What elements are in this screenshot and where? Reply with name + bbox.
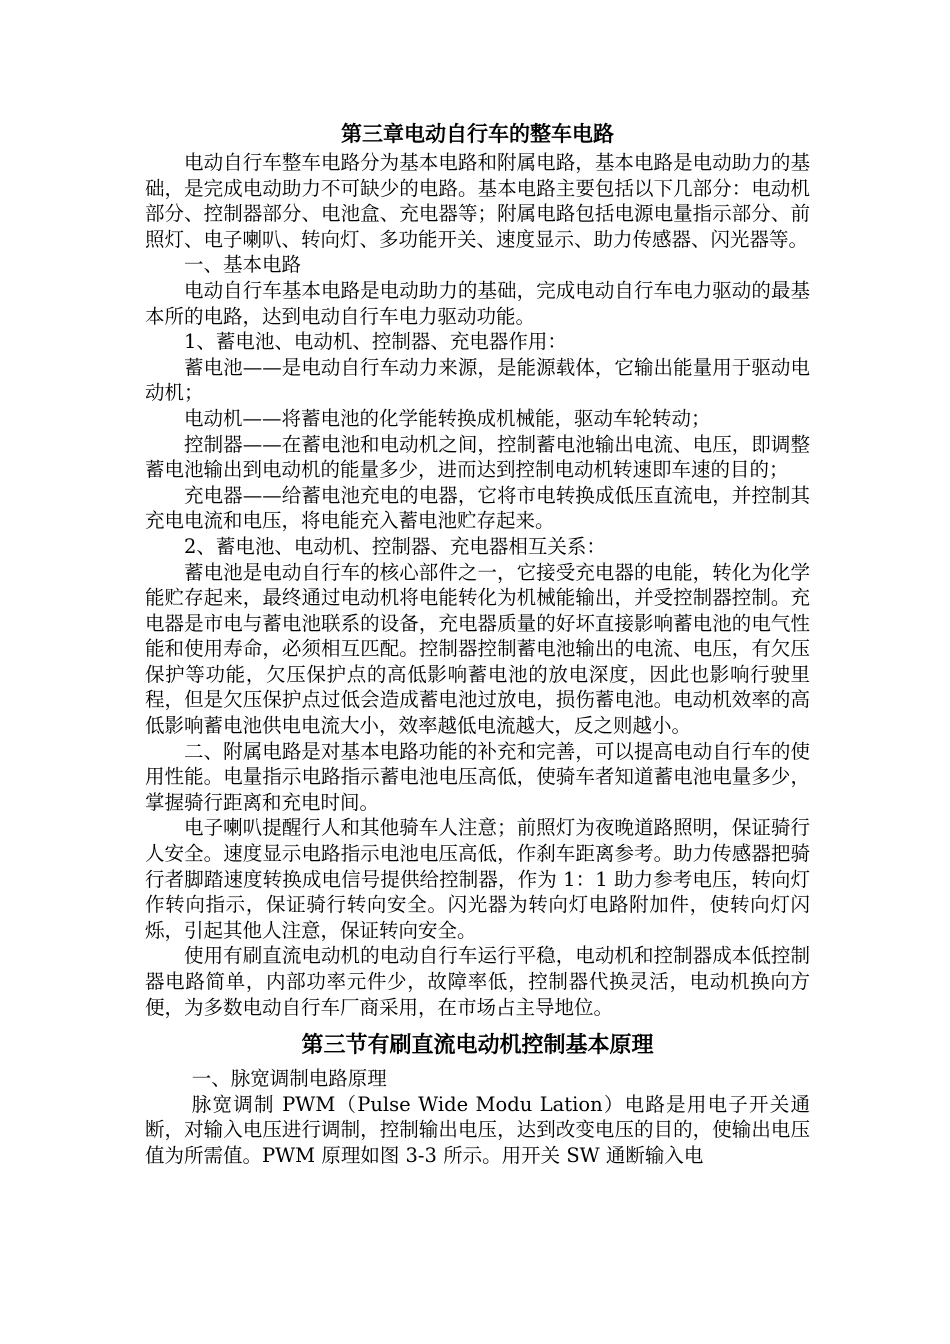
auxiliary-functions-paragraph: 电子喇叭提醒行人和其他骑车人注意；前照灯为夜晚道路照明，保证骑行人安全。速度显示电路指示电池电压高低，作刹车距离参考。助力传感器把骑行者脚踏速度转换成电信号提供给控制器，作为 1：1 助力参考电压，转向灯作转向指示，保证骑行转向安全。闪光器为转向灯电路附加件，使转向灯闪烁，引起其他人注意，保证转向安全。	[145, 816, 810, 942]
basic-circuit-paragraph: 电动自行车基本电路是电动助力的基础，完成电动自行车电力驱动的最基本所的电路，达到电动自行车电力驱动功能。	[145, 278, 810, 328]
motor-role-paragraph: 电动机——将蓄电池的化学能转换成机械能，驱动车轮转动；	[184, 406, 711, 430]
roles-heading: 1、蓄电池、电动机、控制器、充电器作用：	[184, 330, 567, 354]
pwm-heading: 一、脉宽调制电路原理	[191, 1067, 387, 1091]
basic-circuit-heading: 一、基本电路	[184, 253, 302, 277]
pwm-paragraph: 脉宽调制 PWM（Pulse Wide Modu Lation）电路是用电子开关通断，对输入电压进行调制，控制输出电压，达到改变电压的目的，使输出电压值为所需值。PWM 原理如图 3-3 所示。用开关 SW 通断输入电	[145, 1092, 810, 1167]
auxiliary-circuit-paragraph: 二、附属电路是对基本电路功能的补充和完善，可以提高电动自行车的使用性能。电量指示电路指示蓄电池电压高低，使骑车者知道蓄电池电量多少，掌握骑行距离和充电时间。	[145, 739, 810, 814]
controller-role-paragraph: 控制器——在蓄电池和电动机之间，控制蓄电池输出电流、电压，即调整蓄电池输出到电动机的能量多少，进而达到控制电动机转速即车速的目的；	[145, 432, 810, 482]
relations-heading: 2、蓄电池、电动机、控制器、充电器相互关系：	[184, 534, 606, 558]
chapter-title: 第三章电动自行车的整车电路	[341, 121, 614, 146]
battery-role-paragraph: 蓄电池——是电动自行车动力来源，是能源载体，它输出能量用于驱动电动机；	[145, 355, 810, 405]
relations-paragraph: 蓄电池是电动自行车的核心部件之一，它接受充电器的电能，转化为化学能贮存起来，最终通过电动机将电能转化为机械能输出，并受控制器控制。充电器是市电与蓄电池联系的设备，充电器质量的好坏直接影响蓄电池的电气性能和使用寿命，必须相互匹配。控制器控制蓄电池输出的电流、电压，有欠压保护等功能，欠压保护点的高低影响蓄电池的放电深度，因此也影响行驶里程，但是欠压保护点过低会造成蓄电池过放电，损伤蓄电池。电动机效率的高低影响蓄电池供电电流大小，效率越低电流越大，反之则越小。	[145, 560, 810, 738]
section-title: 第三节有刷直流电动机控制基本原理	[301, 1032, 654, 1059]
charger-role-paragraph: 充电器——给蓄电池充电的电器，它将市电转换成低压直流电，并控制其充电电流和电压，将电能充入蓄电池贮存起来。	[145, 483, 810, 533]
brushed-motor-paragraph: 使用有刷直流电动机的电动自行车运行平稳，电动机和控制器成本低控制器电路简单，内部功率元件少，故障率低，控制器代换灵活，电动机换向方便，为多数电动自行车厂商采用，在市场占主导地位。	[145, 944, 810, 1019]
document-page	[145, 118, 810, 1169]
intro-paragraph: 电动自行车整车电路分为基本电路和附属电路，基本电路是电动助力的基础，是完成电动助力不可缺少的电路。基本电路主要包括以下几部分：电动机部分、控制器部分、电池盒、充电器等；附属电路包括电源电量指示部分、前照灯、电子喇叭、转向灯、多功能开关、速度显示、助力传感器、闪光器等。	[145, 151, 810, 251]
